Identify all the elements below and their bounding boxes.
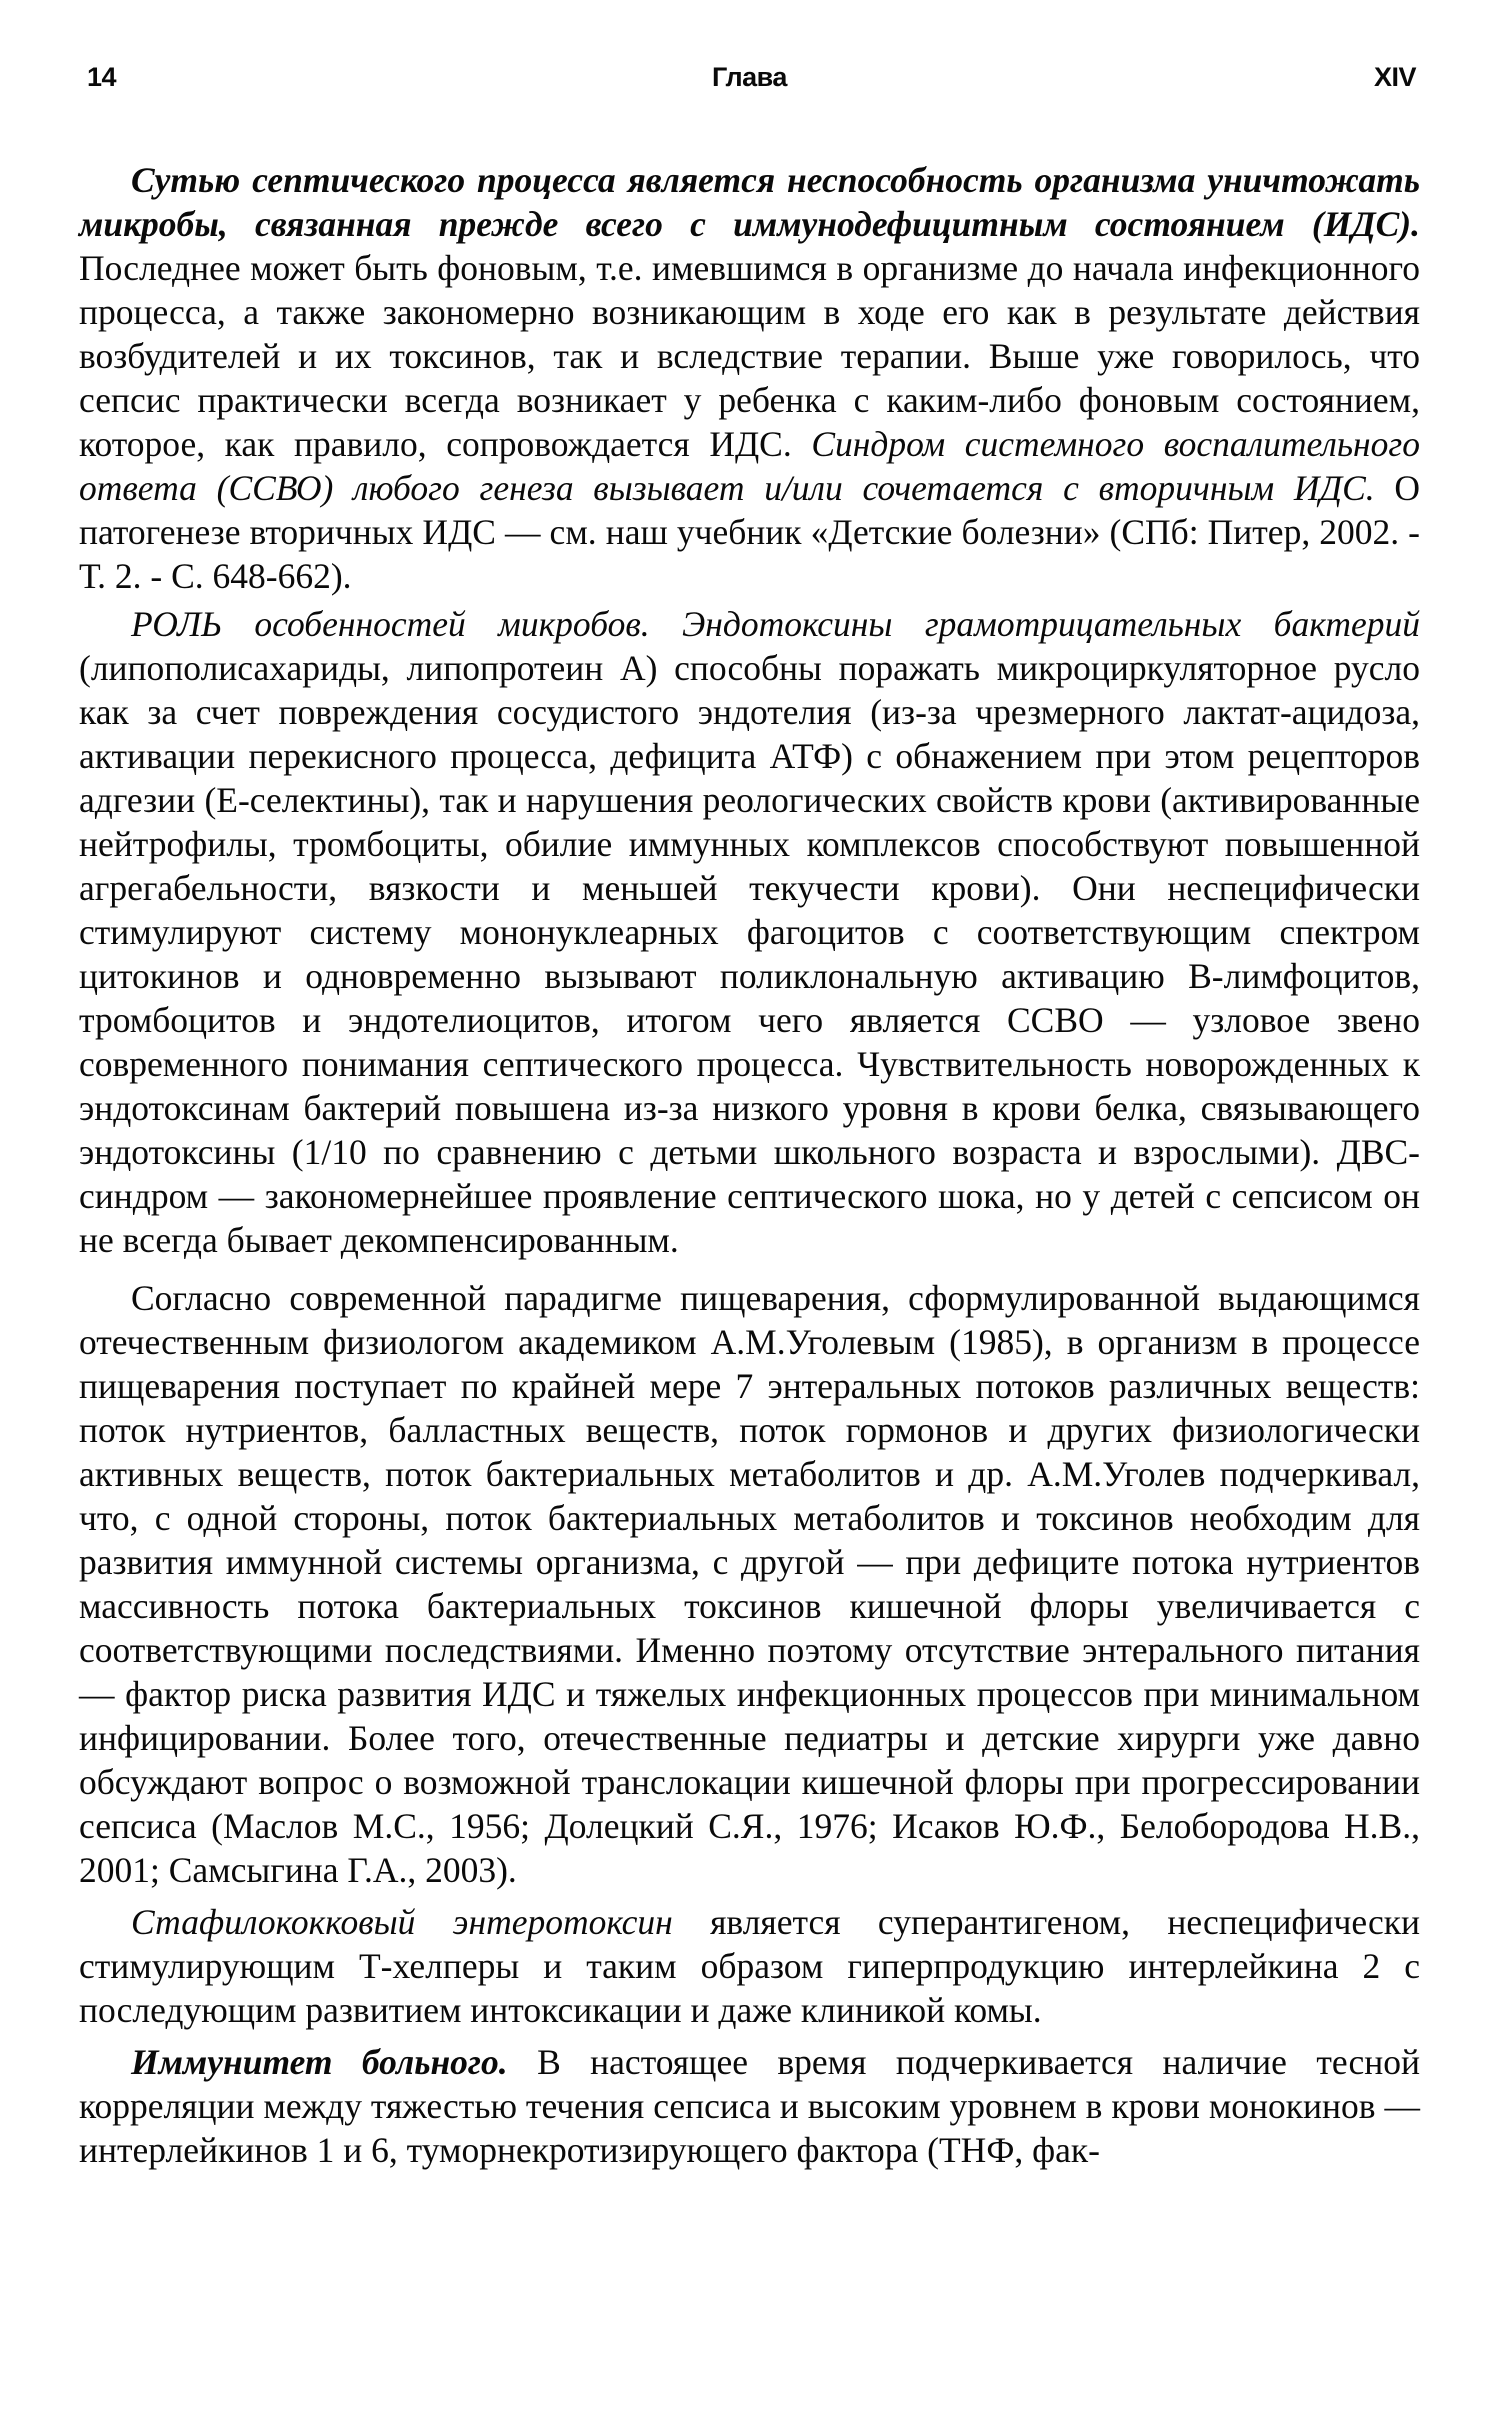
- italic-statement: Синдром системного воспалительного ответа (ССВО) любого генеза вызывает и/или сочетается с вторичным ИДС.: [79, 424, 1420, 508]
- paragraph-text: Согласно современной парадигме пищеварения, сформулированной выдающимся отечественным физиологом академиком А.М.Уголевым (1985), в организм в процессе пищеварения поступает по крайней мере 7 энтеральных потоков различных веществ: поток нутриентов, балластных веществ, поток гормонов и других физиологически активных веществ, поток бактериальных метаболитов и др. А.М.Уголев подчеркивал, что, с одной стороны, поток бактериальных метаболитов и токсинов необходим для развития иммунной системы организма, с другой — при дефиците потока нутриентов массивность потока бактериальных токсинов кишечной флоры увеличивается с соответствующими последствиями. Именно поэтому отсутствие энтерального питания — фактор риска развития ИДС и тяжелых инфекционных процессов при минимальном инфицировании. Более того, отечественные педиатры и детские хирурги уже давно обсуждают вопрос о возможной транслокации кишечной флоры при прогрессировании сепсиса (Маслов М.С., 1956; Долецкий С.Я., 1976; Исаков Ю.Ф., Белобородова Н.В., 2001; Самсыгина Г.А., 2003).: [79, 1278, 1420, 1890]
- chapter-label: Глава: [712, 62, 787, 92]
- paragraph-microbes-role: [79, 602, 1420, 1262]
- page-body: [79, 158, 1420, 2172]
- running-header: [79, 62, 1420, 102]
- paragraph-text: (липополисахариды, липопротеин А) способны поражать микроциркуляторное русло как за счет повреждения сосудистого эндотелия (из-за чрезмерного лактат-ацидоза, активации перекисного процесса, дефицита АТФ) с обнажением при этом рецепторов адгезии (Е-селектины), так и нарушения реологических свойств крови (активированные нейтрофилы, тромбоциты, обилие иммунных комплексов способствуют повышенной агрегабельности, вязкости и меньшей текучести крови). Они неспецифически стимулируют систему мононуклеарных фагоцитов с соответствующим спектром цитокинов и одновременно вызывают поликлональную активацию В-лимфоцитов, тромбоцитов и эндотелиоцитов, итогом чего является ССВО — узловое звено современного понимания септического процесса. Чувствительность новорожденных к эндотоксинам бактерий повышена из-за низкого уровня в крови белка, связывающего эндотоксины (1/10 по сравнению с детьми школьного возраста и взрослыми). ДВС-синдром — закономернейшее проявление септического шока, но у детей с сепсисом он не всегда бывает декомпенсированным.: [79, 648, 1420, 1260]
- paragraph-text: О патогенезе вторичных ИДС — см. наш учебник «Детские болезни» (СПб: Питер, 2002. - Т. 2. - С. 648-662).: [79, 468, 1421, 596]
- page-number: 14: [87, 62, 117, 92]
- chapter-number: XIV: [1373, 62, 1416, 92]
- paragraph-text: Последнее может быть фоновым, т.е. имевшимся в организме до начала инфекционного процесса, а также закономерно возникающим в ходе его как в результате действия возбудителей и их токсинов, так и вследствие терапии. Выше уже говорилось, что сепсис практически всегда возникает у ребенка с каким-либо фоновым состоянием, которое, как правило, сопровождается ИДС.: [79, 248, 1420, 464]
- section-lead-italic: РОЛЬ особенностей микробов. Эндотоксины грамотрицательных бактерий: [131, 604, 1420, 644]
- thesis-bold-italic: Сутью септического процесса является неспособность организма уничтожать микробы, связанная прежде всего с иммунодефицитным состоянием (ИДС).: [79, 160, 1420, 244]
- paragraph-staph-enterotoxin: [79, 1900, 1420, 2032]
- paragraph-patient-immunity: [79, 2040, 1420, 2172]
- section-lead-bold-italic: Иммунитет больного.: [131, 2042, 508, 2082]
- paragraph-sepsis-essence: [79, 158, 1420, 598]
- paragraph-text: В настоящее время подчеркивается наличие тесной корреляции между тяжестью течения сепсиса и высоким уровнем в крови монокинов — интерлейкинов 1 и 6, туморнекротизирующего фактора (ТНФ, фак-: [79, 2042, 1420, 2170]
- paragraph-digestion-paradigm: [79, 1276, 1420, 1892]
- section-lead-italic: Стафилококковый энтеротоксин: [131, 1902, 673, 1942]
- paragraph-text: является суперантигеном, неспецифически стимулирующим Т-хелперы и таким образом гиперпродукцию интерлейкина 2 с последующим развитием интоксикации и даже клиникой комы.: [79, 1902, 1420, 2030]
